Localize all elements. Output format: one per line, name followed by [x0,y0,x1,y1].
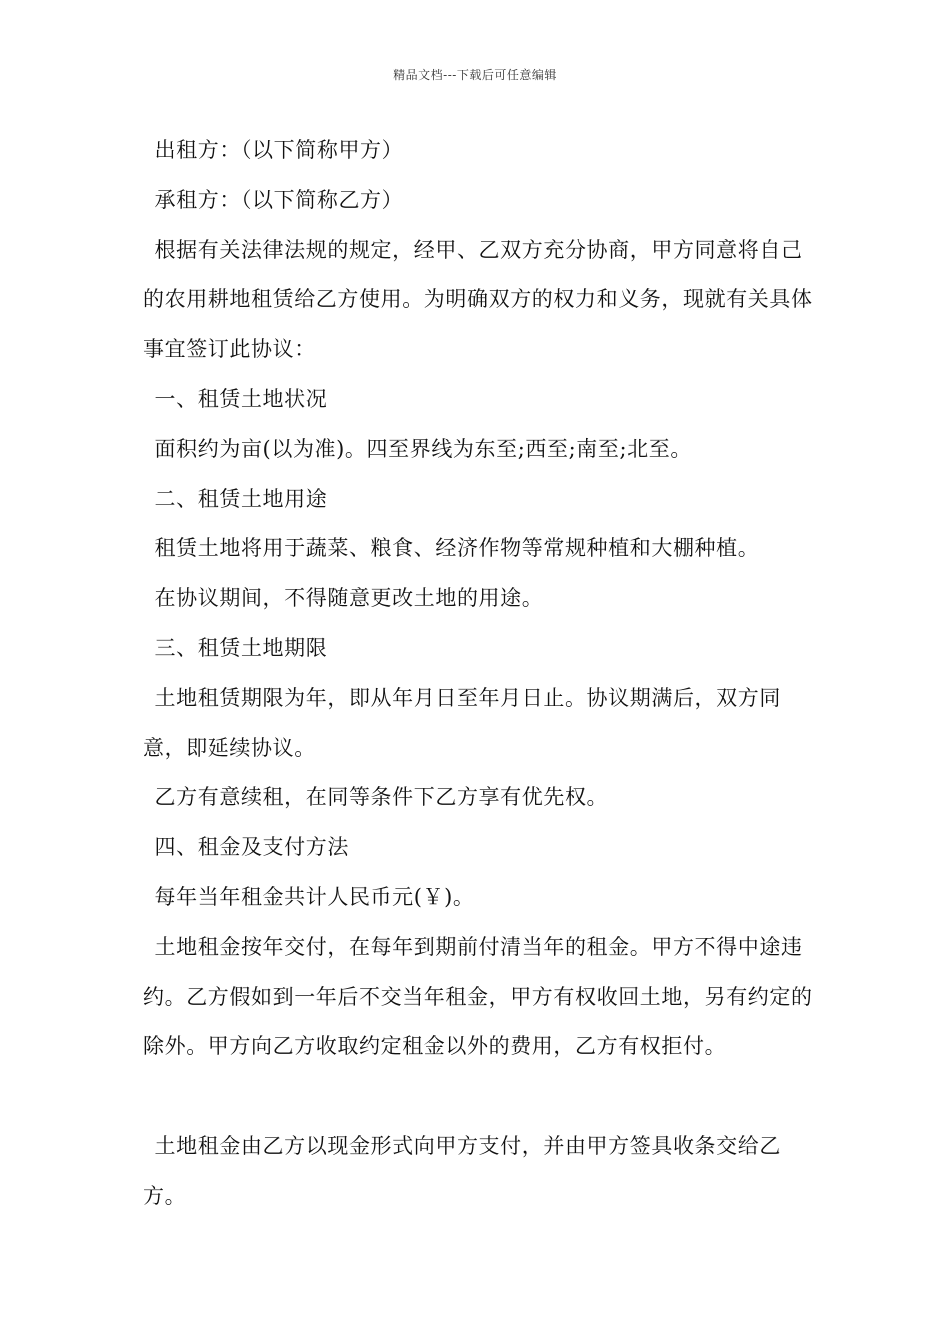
use-restriction-paragraph: 在协议期间，不得随意更改土地的用途。 [154,586,544,611]
land-area-paragraph: 面积约为亩(以为准)。四至界线为东至;西至;南至;北至。 [154,436,692,461]
lease-term-paragraph: 土地租赁期限为年，即从年月日至年月日止。协议期满后，双方同意，即延续协议。 [143,685,781,760]
section-heading-4: 四、租金及支付方法 [154,835,349,860]
section-heading-3: 三、租赁土地期限 [154,635,328,660]
section-heading-1: 一、租赁土地状况 [154,386,328,411]
preamble-paragraph: 根据有关法律法规的规定，经甲、乙双方充分协商，甲方同意将自己的农用耕地租赁给乙方使用。为明确双方的权力和义务，现就有关具体事宜签订此协议： [143,237,813,362]
renewal-paragraph: 乙方有意续租，在同等条件下乙方享有优先权。 [154,785,609,810]
lessee-line: 承租方：（以下简称乙方） [154,187,404,212]
blank-line [143,1072,813,1122]
annual-rent-paragraph: 每年当年租金共计人民币元(￥)。 [154,884,475,909]
document-body [143,126,813,1222]
section-heading-2: 二、租赁土地用途 [154,486,328,511]
land-use-paragraph: 租赁土地将用于蔬菜、粮食、经济作物等常规种植和大棚种植。 [154,536,760,561]
lessor-line: 出租方：（以下简称甲方） [154,138,404,162]
rent-payment-paragraph: 土地租金按年交付，在每年到期前付清当年的租金。甲方不得中途违约。乙方假如到一年后不交当年租金，甲方有权收回土地，另有约定的除外。甲方向乙方收取约定租金以外的费用，乙方有权拒付。 [143,934,813,1059]
cash-payment-paragraph: 土地租金由乙方以现金形式向甲方支付，并由甲方签具收条交给乙方。 [143,1133,781,1208]
page-header: 精品文档---下载后可任意编辑 [393,68,557,82]
